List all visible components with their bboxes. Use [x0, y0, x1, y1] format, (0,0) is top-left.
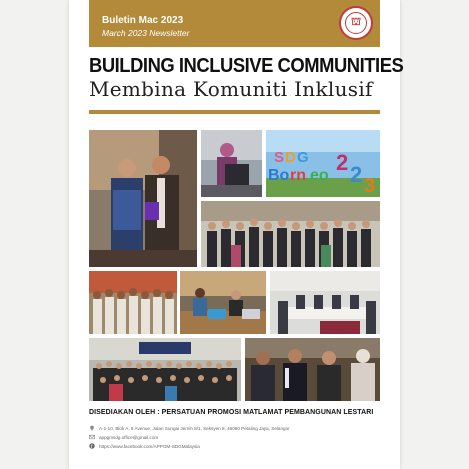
contact-email[interactable]: [89, 434, 158, 440]
prepared-by: DISEDIAKAN OLEH : PERSATUAN PROMOSI MATLAMAT PEMBANGUNAN LESTARI: [89, 407, 374, 416]
university-seal-icon: ⛫: [339, 6, 373, 40]
svg-text:2: 2: [336, 150, 349, 175]
email-text[interactable]: appgmsdg.office@gmail.com: [99, 434, 159, 440]
title-malay: Membina Komuniti Inklusif: [89, 77, 373, 101]
photo-speaker-podium: [201, 130, 262, 197]
svg-text:G: G: [297, 149, 309, 166]
photo-workshop-laptops: [180, 271, 266, 334]
contact-address: [89, 425, 290, 431]
bulletin-title: Buletin Mac 2023: [102, 15, 184, 26]
title-english: BUILDING INCLUSIVE COMMUNITIES: [89, 55, 404, 77]
svg-text:f: f: [91, 443, 93, 449]
photo-sdg-borneo-sign: [266, 130, 380, 197]
svg-text:2: 2: [350, 162, 363, 187]
photo-group-outdoor: [89, 271, 177, 334]
email-icon: [89, 434, 95, 440]
facebook-text[interactable]: https://www.facebook.com/APPGM-SDGMalaysia: [99, 443, 200, 449]
photo-meeting-table: [270, 271, 380, 334]
svg-text:eo: eo: [310, 167, 329, 184]
photo-award-handshake: [89, 130, 197, 267]
svg-text:3: 3: [364, 175, 376, 197]
facebook-icon: [89, 443, 95, 449]
location-pin-icon: [89, 425, 95, 431]
photo-group-formal: [201, 201, 380, 267]
newsletter-cover: [69, 0, 404, 469]
photo-large-group: [89, 338, 241, 401]
bulletin-subtitle: March 2023 Newsletter: [102, 28, 190, 38]
svg-text:Bo: Bo: [268, 167, 290, 184]
svg-text:S: S: [274, 149, 285, 166]
address-text: A-1-10, Blok A, 8 Avenue, Jalan Sungai Jernih 8/1, Seksyen 8, 46050 Petaling Jaya, Selangor: [99, 425, 290, 431]
svg-text:D: D: [285, 149, 296, 166]
header-band: [89, 0, 380, 47]
photo-audience-seated: [245, 338, 380, 401]
svg-text:rn: rn: [290, 167, 306, 184]
contact-facebook[interactable]: [89, 443, 200, 449]
gold-divider: [89, 110, 380, 114]
